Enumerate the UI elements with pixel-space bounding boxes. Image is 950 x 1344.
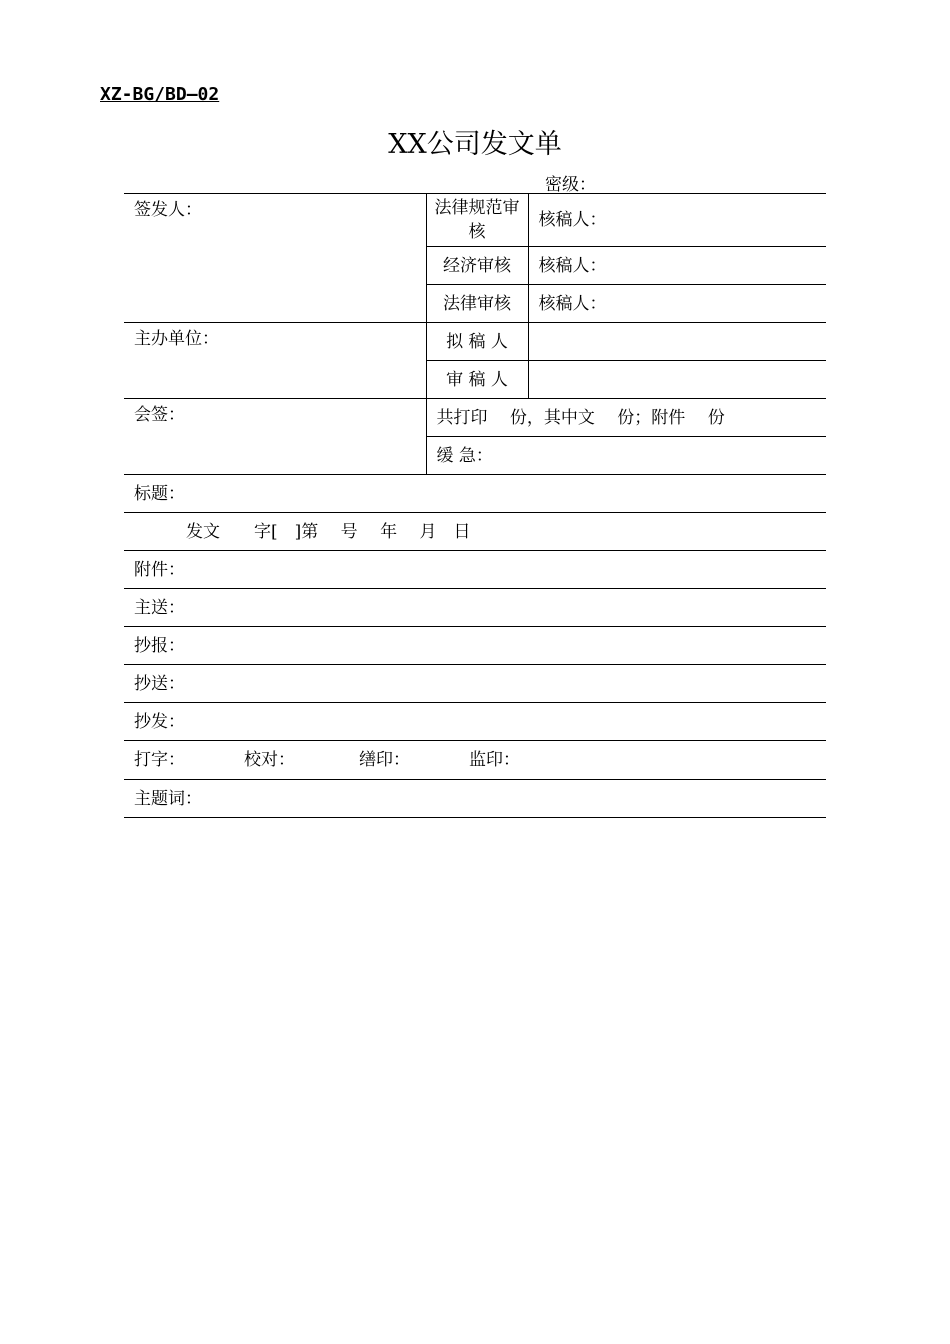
signer-cell[interactable] [124, 194, 426, 323]
distribute-row[interactable] [124, 703, 826, 741]
reviewer-1-label: 核稿人： [538, 210, 607, 230]
host-unit-label: 主办单位： [134, 329, 219, 349]
doc-number-row[interactable] [124, 513, 826, 551]
countersign-label: 会签： [134, 405, 185, 425]
typist-label: 打字： [134, 750, 185, 770]
main-to-row[interactable] [124, 589, 826, 627]
legal-review-cell [426, 285, 528, 323]
drafter-value-cell[interactable] [528, 323, 826, 361]
dispatch-form-table [124, 193, 826, 818]
document-code: XZ-BG/BD—02 [100, 84, 220, 105]
copy-to-row[interactable] [124, 665, 826, 703]
main-to-label: 主送： [134, 597, 185, 618]
keywords-label: 主题词： [134, 788, 202, 809]
doc-number-label: 发文 字[ ]第 号 年 月 日 [186, 521, 471, 542]
reviewer-2-label: 核稿人： [538, 255, 607, 276]
printing-label: 缮印： [359, 750, 410, 770]
proofread-label: 校对： [244, 750, 295, 770]
legal-norm-review-label: 法律规范审核 [434, 198, 520, 242]
keywords-row[interactable] [124, 780, 826, 818]
urgency-cell[interactable] [426, 437, 826, 475]
reviewer-2-cell[interactable] [528, 247, 826, 285]
economic-review-cell [426, 247, 528, 285]
attachment-label: 附件： [134, 559, 185, 580]
print-count-label: 共打印 份，其中文 份；附件 份 [436, 407, 725, 428]
countersign-cell[interactable] [124, 399, 426, 475]
drafter-label: 拟 稿 人 [446, 331, 508, 352]
economic-review-label: 经济审核 [443, 255, 511, 276]
subject-label: 标题： [134, 483, 185, 504]
auditor-value-cell[interactable] [528, 361, 826, 399]
reviewer-3-label: 核稿人： [538, 293, 607, 314]
drafter-cell [426, 323, 528, 361]
copy-to-label: 抄送： [134, 673, 185, 694]
attachment-row[interactable] [124, 551, 826, 589]
legal-norm-review-cell [426, 194, 528, 247]
signer-label: 签发人： [134, 200, 202, 220]
host-unit-cell[interactable] [124, 323, 426, 399]
auditor-label: 审 稿 人 [446, 369, 508, 390]
reviewer-3-cell[interactable] [528, 285, 826, 323]
distribute-label: 抄发： [134, 711, 185, 732]
report-to-row[interactable] [124, 627, 826, 665]
print-count-cell[interactable] [426, 399, 826, 437]
subject-row[interactable] [124, 475, 826, 513]
reviewer-1-cell[interactable] [528, 194, 826, 247]
form-title: XX公司发文单 [388, 129, 562, 160]
supervise-label: 监印： [469, 750, 520, 770]
typing-row[interactable] [124, 741, 826, 780]
report-to-label: 抄报： [134, 635, 185, 656]
legal-review-label: 法律审核 [443, 293, 511, 314]
auditor-cell [426, 361, 528, 399]
urgency-label: 缓 急： [436, 445, 493, 466]
secret-level-label: 密级： [545, 175, 596, 195]
